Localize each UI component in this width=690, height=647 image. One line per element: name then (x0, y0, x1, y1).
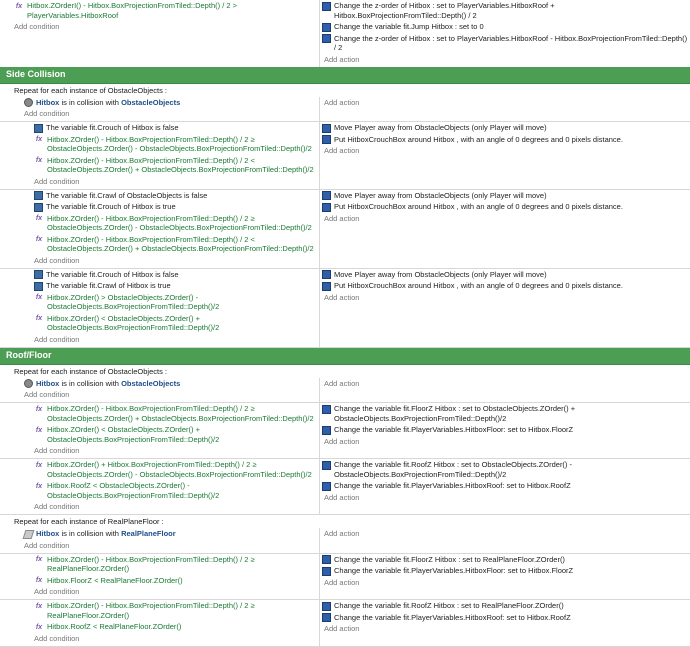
add-action-link[interactable]: Add action (324, 292, 360, 302)
event-row[interactable] (0, 554, 690, 601)
put-around-icon (322, 282, 331, 291)
condition-text: The variable fit.Crawl of ObstacleObjects is false (46, 190, 208, 200)
action-line[interactable] (320, 190, 690, 202)
action-text: Put HitboxCrouchBox around Hitbox , with an angle of 0 degrees and 0 pixels distance. (334, 281, 623, 290)
condition-text: The variable fit.Crouch of Hitbox is false (46, 269, 179, 279)
expression-icon: fx (15, 2, 23, 10)
conditions-cell[interactable] (0, 554, 320, 600)
hitbox-icon (34, 203, 43, 212)
condition-text: Hitbox.ZOrder() - Hitbox.BoxProjectionFromTiled::Depth() / 2 ≥ ObstacleObjects.ZOrder() - ObstacleObjects.BoxProjectionFromTiled::Depth()/2 (47, 134, 312, 153)
condition-text: The variable fit.Crouch of Hitbox is true (46, 202, 176, 211)
condition-line[interactable] (0, 234, 319, 255)
action-line[interactable] (320, 480, 690, 492)
hitbox-icon (34, 282, 43, 291)
variable-icon (322, 555, 331, 564)
condition-text: Hitbox.ZOrder() < ObstacleObjects.ZOrder() + ObstacleObjects.BoxProjectionFromTiled::Depth()/2 (47, 425, 220, 444)
condition-text: Hitbox.ZOrder() < ObstacleObjects.ZOrder() + ObstacleObjects.BoxProjectionFromTiled::Depth()/2 (47, 313, 220, 332)
expression-icon: fx (35, 426, 43, 434)
hitbox-icon (34, 270, 43, 279)
expression-icon: fx (35, 315, 43, 322)
object-name-2: ObstacleObjects (121, 378, 181, 388)
condition-text: is in collision with (61, 378, 119, 388)
event-row[interactable] (0, 269, 690, 348)
move-away-icon (322, 124, 331, 133)
action-text: Change the variable fit.FloorZ Hitbox : set to RealPlaneFloor.ZOrder() (334, 554, 565, 564)
variable-icon (322, 602, 331, 611)
repeat-for-each-line[interactable]: Repeat for each instance of ObstacleObjects : (0, 84, 690, 97)
condition-text: is in collision with (61, 97, 119, 107)
condition-line[interactable] (0, 378, 319, 390)
condition-text: Hitbox.ZOrder() - Hitbox.BoxProjectionFromTiled::Depth() / 2 ≥ ObstacleObjects.ZOrder() + ObstacleObjects.BoxProjectionFromTiled::Depth()/2 (47, 404, 314, 423)
condition-text: Hitbox.ZOrder() - Hitbox.BoxProjectionFromTiled::Depth() / 2 ≥ RealPlaneFloor.ZOrder() (47, 601, 255, 620)
put-around-icon (322, 135, 331, 144)
action-line[interactable] (320, 403, 690, 424)
actions-cell[interactable] (320, 0, 690, 67)
action-text: Change the variable fit.RoofZ Hitbox : set to ObstacleObjects.ZOrder() - ObstacleObjects.BoxProjectionFromTiled::Depth()/2 (334, 460, 573, 479)
expression-icon: fx (35, 236, 43, 243)
actions-cell[interactable] (320, 378, 690, 403)
add-condition-link[interactable]: Add condition (34, 633, 80, 643)
conditions-cell[interactable] (0, 528, 320, 553)
add-action-link[interactable]: Add action (324, 378, 360, 388)
move-away-icon (322, 191, 331, 200)
object-icon (24, 379, 33, 388)
expression-icon: fx (35, 157, 43, 164)
event-row[interactable] (0, 0, 690, 67)
variable-icon (322, 405, 331, 414)
condition-text: Hitbox.ZOrder() - Hitbox.BoxProjectionFromTiled::Depth() / 2 < ObstacleObjects.ZOrder() + ObstacleObjects.BoxProjectionFromTiled::Depth()/2 (47, 234, 314, 253)
conditions-cell[interactable] (0, 0, 320, 67)
expression-icon: fx (35, 215, 43, 222)
condition-line[interactable] (0, 134, 319, 155)
add-action-link[interactable]: Add action (324, 97, 360, 107)
condition-line[interactable] (0, 269, 319, 281)
variable-icon (322, 567, 331, 576)
condition-line[interactable] (0, 0, 319, 21)
condition-line[interactable] (0, 480, 319, 501)
actions-cell[interactable] (320, 190, 690, 268)
event-row[interactable] (0, 403, 690, 459)
condition-text: Hitbox.ZOrder() - Hitbox.BoxProjectionFromTiled::Depth() / 2 < ObstacleObjects.ZOrder() + ObstacleObjects.BoxProjectionFromTiled::Depth()/2 (47, 155, 314, 174)
add-condition-link[interactable]: Add condition (34, 255, 80, 265)
group-header-roof-floor[interactable]: Roof/Floor (0, 348, 690, 365)
actions-cell[interactable] (320, 122, 690, 189)
z-order-icon (322, 2, 331, 11)
action-line[interactable] (320, 269, 690, 281)
event-row[interactable] (0, 190, 690, 269)
hitbox-icon (34, 191, 43, 200)
object-name: Hitbox (36, 529, 60, 538)
action-text: Move Player away from ObstacleObjects (only Player will move) (334, 123, 547, 132)
add-action-link[interactable]: Add action (324, 492, 360, 502)
add-action-link[interactable]: Add action (324, 577, 360, 587)
expression-icon: fx (35, 577, 43, 584)
action-line[interactable] (320, 459, 690, 480)
conditions-cell[interactable] (0, 600, 320, 646)
hitbox-icon (34, 124, 43, 133)
conditions-cell[interactable] (0, 378, 320, 403)
condition-line[interactable] (0, 424, 319, 445)
object-icon (24, 98, 33, 107)
group-header-side-collision[interactable]: Side Collision (0, 67, 690, 84)
condition-text: Hitbox.ZOrder() + Hitbox.BoxProjectionFromTiled::Depth() / 2 ≥ ObstacleObjects.ZOrder() - ObstacleObjects.BoxProjectionFromTiled::Depth()/2 (47, 460, 312, 479)
conditions-cell[interactable] (0, 190, 320, 268)
repeat-for-each-line[interactable]: Repeat for each instance of RealPlaneFloor : (0, 515, 690, 528)
action-line[interactable] (320, 565, 690, 577)
expression-icon: fx (35, 461, 43, 469)
object-name: Hitbox (36, 97, 60, 107)
condition-text: Hitbox.FloorZ < RealPlaneFloor.ZOrder() (47, 575, 183, 585)
condition-line[interactable] (0, 155, 319, 176)
expression-icon: fx (35, 602, 43, 610)
add-condition-link[interactable]: Add condition (24, 109, 70, 118)
condition-text: is in collision with (61, 529, 119, 538)
actions-cell[interactable] (320, 403, 690, 458)
condition-text: Hitbox.ZOrderI() - Hitbox.BoxProjectionFromTiled::Depth() / 2 > PlayerVariables.HitboxRoof (27, 1, 237, 20)
add-condition-link[interactable]: Add condition (34, 176, 80, 186)
conditions-cell[interactable] (0, 97, 320, 122)
action-line[interactable] (320, 424, 690, 436)
expression-icon: fx (35, 623, 43, 631)
actions-cell[interactable] (320, 528, 690, 553)
variable-icon (322, 613, 331, 622)
condition-text: Hitbox.RoofZ < ObstacleObjects.ZOrder() - ObstacleObjects.BoxProjectionFromTiled::Depth()/2 (47, 481, 220, 500)
action-text: Change the variable fit.Jump Hitbox : set to 0 (334, 22, 484, 31)
add-action-link[interactable]: Add action (324, 54, 360, 64)
event-row[interactable] (0, 378, 690, 404)
event-row[interactable] (0, 459, 690, 515)
action-line[interactable] (320, 612, 690, 624)
action-text: Change the variable fit.FloorZ Hitbox : set to ObstacleObjects.ZOrder() + ObstacleObjects.BoxProjectionFromTiled::Depth()/2 (334, 404, 576, 423)
variable-icon (322, 461, 331, 470)
action-text: Put HitboxCrouchBox around Hitbox , with an angle of 0 degrees and 0 pixels distance. (334, 134, 623, 144)
put-around-icon (322, 203, 331, 212)
action-text: Change the z-order of Hitbox : set to PlayerVariables.HitboxRoof - Hitbox.BoxProjectionFromTiled::Depth() / 2 (334, 33, 688, 52)
add-action-link[interactable]: Add action (324, 436, 360, 446)
condition-line[interactable] (0, 122, 319, 134)
action-text: Change the z-order of Hitbox : set to PlayerVariables.HitboxRoof + Hitbox.BoxProjectionFromTiled::Depth() / 2 (334, 1, 555, 20)
repeat-for-each-line[interactable]: Repeat for each instance of ObstacleObjects : (0, 365, 690, 378)
action-line[interactable] (320, 122, 690, 134)
conditions-cell[interactable] (0, 459, 320, 514)
add-condition-link[interactable]: Add condition (14, 22, 60, 31)
add-action-link[interactable]: Add action (324, 624, 360, 633)
object-name: Hitbox (36, 378, 60, 388)
variable-icon (322, 482, 331, 491)
variable-icon (322, 23, 331, 32)
action-text: Change the variable fit.PlayerVariables.HitboxFloor: set to Hitbox.FloorZ (334, 425, 574, 434)
action-text: Change the variable fit.PlayerVariables.HitboxRoof: set to Hitbox.RoofZ (334, 612, 571, 622)
condition-line[interactable] (0, 313, 319, 334)
condition-line[interactable] (0, 280, 319, 292)
condition-line[interactable] (0, 459, 319, 480)
expression-icon: fx (35, 482, 43, 490)
expression-icon: fx (35, 294, 43, 301)
condition-line[interactable] (0, 600, 319, 621)
actions-cell[interactable] (320, 600, 690, 646)
action-text: Change the variable fit.RoofZ Hitbox : set to RealPlaneFloor.ZOrder() (334, 601, 564, 610)
condition-line[interactable] (0, 190, 319, 202)
expression-icon: fx (35, 405, 43, 413)
event-row[interactable] (0, 528, 690, 554)
actions-cell[interactable] (320, 554, 690, 600)
action-text: Change the variable fit.PlayerVariables.HitboxFloor: set to Hitbox.FloorZ (334, 566, 574, 575)
event-row[interactable] (0, 122, 690, 190)
add-condition-link[interactable]: Add condition (24, 390, 70, 399)
plane-icon (23, 530, 35, 539)
actions-cell[interactable] (320, 459, 690, 514)
condition-line[interactable] (0, 201, 319, 213)
condition-text: Hitbox.RoofZ < RealPlaneFloor.ZOrder() (47, 622, 182, 631)
action-line[interactable] (320, 33, 690, 54)
event-row[interactable] (0, 600, 690, 647)
action-text: Change the variable fit.PlayerVariables.HitboxRoof: set to Hitbox.RoofZ (334, 481, 571, 490)
action-line[interactable] (320, 0, 690, 21)
actions-cell[interactable] (320, 97, 690, 122)
action-line[interactable] (320, 21, 690, 33)
action-line[interactable] (320, 600, 690, 612)
add-condition-link[interactable]: Add condition (34, 334, 80, 344)
expression-icon: fx (35, 556, 43, 563)
add-condition-link[interactable]: Add condition (34, 587, 80, 596)
object-name-2: RealPlaneFloor (121, 529, 176, 538)
condition-line[interactable] (0, 528, 319, 540)
condition-line[interactable] (0, 292, 319, 313)
conditions-cell[interactable] (0, 269, 320, 347)
condition-line[interactable] (0, 554, 319, 575)
add-action-link[interactable]: Add action (324, 146, 360, 155)
variable-icon (322, 426, 331, 435)
condition-text: The variable fit.Crouch of Hitbox is false (46, 123, 179, 132)
action-line[interactable] (320, 201, 690, 213)
add-action-link[interactable]: Add action (324, 529, 360, 538)
condition-line[interactable] (0, 621, 319, 633)
condition-text: The variable fit.Crawl of Hitbox is true (46, 281, 171, 290)
condition-text: Hitbox.ZOrder() > ObstacleObjects.ZOrder() - ObstacleObjects.BoxProjectionFromTiled::Depth()/2 (47, 292, 220, 311)
add-condition-link[interactable]: Add condition (34, 502, 80, 511)
condition-text: Hitbox.ZOrder() - Hitbox.BoxProjectionFromTiled::Depth() / 2 ≥ ObstacleObjects.ZOrder() - ObstacleObjects.BoxProjectionFromTiled::Depth()/2 (47, 213, 312, 232)
conditions-cell[interactable] (0, 403, 320, 458)
event-row[interactable] (0, 97, 690, 123)
condition-line[interactable] (0, 213, 319, 234)
z-order-icon (322, 34, 331, 43)
actions-cell[interactable] (320, 269, 690, 347)
move-away-icon (322, 270, 331, 279)
condition-line[interactable] (0, 575, 319, 587)
add-action-link[interactable]: Add action (324, 213, 360, 223)
action-text: Move Player away from ObstacleObjects (only Player will move) (334, 269, 547, 279)
add-condition-link[interactable]: Add condition (24, 540, 70, 550)
action-text: Move Player away from ObstacleObjects (only Player will move) (334, 190, 547, 200)
condition-line[interactable] (0, 403, 319, 424)
conditions-cell[interactable] (0, 122, 320, 189)
action-text: Put HitboxCrouchBox around Hitbox , with an angle of 0 degrees and 0 pixels distance. (334, 202, 623, 211)
condition-line[interactable] (0, 97, 319, 109)
object-name-2: ObstacleObjects (121, 97, 181, 107)
action-line[interactable] (320, 134, 690, 146)
action-line[interactable] (320, 554, 690, 566)
expression-icon: fx (35, 136, 43, 143)
add-condition-link[interactable]: Add condition (34, 446, 80, 455)
action-line[interactable] (320, 280, 690, 292)
condition-text: Hitbox.ZOrder() - Hitbox.BoxProjectionFromTiled::Depth() / 2 ≥ RealPlaneFloor.ZOrder() (47, 554, 255, 573)
